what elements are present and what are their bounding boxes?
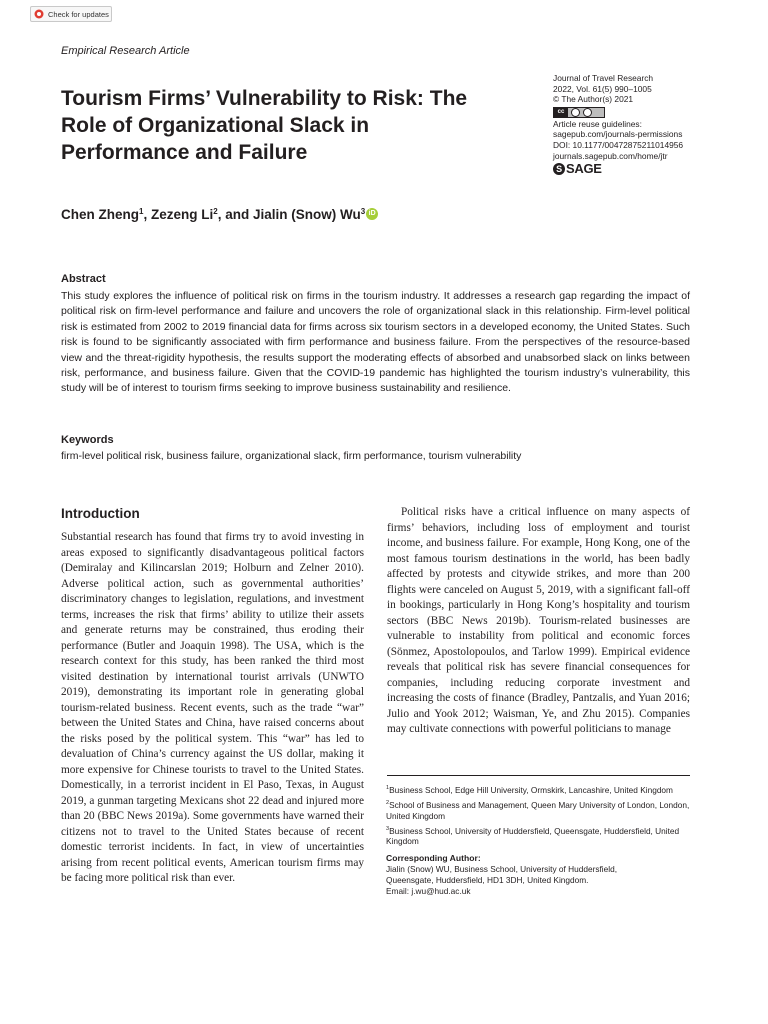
author-name: Jialin (Snow) Wu: [252, 207, 361, 222]
permissions-link[interactable]: sagepub.com/journals-permissions: [553, 129, 683, 140]
orcid-icon[interactable]: iD: [366, 208, 378, 220]
author-name: Chen Zheng: [61, 207, 139, 222]
footnote-text: Business School, Edge Hill University, Ormskirk, Lancashire, United Kingdom: [389, 784, 673, 795]
affiliation-footnote: [386, 783, 696, 796]
article-type: Empirical Research Article: [61, 45, 190, 57]
journal-home-link[interactable]: journals.sagepub.com/home/jtr: [553, 150, 668, 161]
introduction-left-column: Substantial research has found that firms try to avoid investing in areas exposed to significantly disadvantageous political factors (Demiralay and Kilincarslan 2019; Holburn and Zelner 2010). Adverse political action, such as governmental authorities’ discriminatory changes to legislation, regulations, and investment terms, increases the risk that firms’ ability to utilize their assets and generate returns may be constrained, thus eroding their performance (Butler and Joaquin 1998). The USA, which is the research context for this study, has been ranked the third most visited destination by international tourist arrivals (UNWTO 2019), demonstrating its important role in generating global tourism-related business. Recent events, such as the trade “war” between the United States and China, have raised concerns about the risks posed by the political system. This “war” has led to devaluation of China’s currency against the US dollar, making it more expensive for Chinese tourists to travel to the United States. Domestically, in a terrorist incident in El Paso, Texas, in August 2019, a gunman targeting Mexicans shot 22 dead and injured more than 20 (BBC News 2019a). Some governments have warned their citizens not to travel to the United States because of recent domestic terrorist incidents. In fact, in view of uncertainties arising from recent political events, American tourism firms may be facing more political risk than ever.: [61, 531, 364, 884]
corresponding-author-line: Queensgate, Huddersfield, HD1 3DH, United Kingdom.: [386, 875, 589, 886]
reuse-guidelines-label: Article reuse guidelines:: [553, 118, 642, 129]
author-separator: , and: [217, 207, 253, 222]
cc-mark: cc: [554, 108, 568, 117]
sage-logo-icon: S: [553, 163, 565, 175]
attribution-icon: [571, 108, 580, 117]
check-updates-icon: [34, 9, 44, 19]
journal-name: Journal of Travel Research: [553, 73, 654, 83]
affiliation-marker: 3: [360, 207, 366, 216]
creative-commons-license-icon[interactable]: [553, 107, 605, 118]
footnote-marker: 2: [386, 799, 390, 806]
abstract-heading: Abstract: [61, 273, 106, 285]
check-for-updates-label: Check for updates: [48, 9, 109, 19]
footnote-marker: 1: [386, 785, 390, 791]
journal-info: [553, 73, 753, 175]
corresponding-author-line: Jialin (Snow) WU, Business School, University of Huddersfield,: [386, 864, 618, 875]
affiliation-marker: 2: [213, 207, 218, 216]
check-for-updates-button[interactable]: [30, 6, 112, 22]
footnote-text: School of Business and Management, Queen Mary University of London, London, United Kingdom: [386, 799, 690, 821]
article-title: Tourism Firms’ Vulnerability to Risk: The Role of Organizational Slack in Performance and Failure: [61, 87, 468, 164]
author-list: [61, 207, 378, 222]
affiliations-footnotes: [386, 783, 696, 897]
footnote-text: Business School, University of Huddersfield, Queensgate, Huddersfield, United Kingdom: [386, 825, 680, 847]
copyright-line: © The Author(s) 2021: [553, 94, 634, 105]
keywords-text: firm-level political risk, business failure, organizational slack, firm performance, tourism vulnerability: [61, 450, 522, 462]
introduction-heading: Introduction: [61, 506, 140, 521]
affiliation-footnote: [386, 798, 696, 822]
affiliation-footnote: [386, 824, 696, 848]
corresponding-author-heading: Corresponding Author:: [386, 853, 481, 864]
introduction-right-column: Political risks have a critical influence on many aspects of firms’ behaviors, including loss of employment and tourist income, and business failure. For example, Hong Kong, one of the most famous tourism destinations in the world, has been badly affected by protests and citywide strikes, and more than 200 flights were canceled on August 5, 2019, with a significant fall-off in bookings, particularly in Hong Kong’s hospitality and tourism sectors (BBC News 2019b). Tourism-related businesses are vulnerable to instability from political and economic forces (Sönmez, Apostolopoulos, and Tarlow 1999). Empirical evidence reveals that political risk has severe financial consequences for companies, including reducing corporate investment and increasing the costs of finance (Bradley, Pantzalis, and Yuan 2016; Julio and Yook 2012; Waisman, Ye, and Zhu 2015). Companies may cultivate connections with powerful politicians to manage: [387, 506, 690, 735]
corresponding-author-email[interactable]: Email: j.wu@hud.ac.uk: [386, 886, 471, 897]
keywords-heading: Keywords: [61, 434, 114, 446]
abstract-text: This study explores the influence of political risk on firms in the tourism industry. It addresses a research gap regarding the impact of political risk on firm-level performance and failure and uncovers the role of organizational slack in this relationship. Firm-level political risk is estimated from 2002 to 2019 financial data for firms across six tourism sectors in a developed economy, the United States. Such risk is found to be significantly associated with firm performance and business failure. From the perspectives of the resource-based view and the threat-rigidity hypothesis, the results support the moderating effects of absorbed and unabsorbed slack on links between risk, performance, and business failure. Given that the COVID-19 pandemic has highlighted the tourism industry’s vulnerability, this study will be of interest to tourism firms seeking to improve business sustainability and resilience.: [61, 290, 690, 395]
noncommercial-icon: [583, 108, 592, 117]
sage-logo-text: SAGE: [566, 160, 602, 176]
journal-volume: 2022, Vol. 61(5) 990–1005: [553, 83, 652, 94]
doi-link[interactable]: DOI: 10.1177/00472875211014956: [553, 139, 684, 150]
affiliation-marker: 1: [139, 207, 144, 216]
footnote-marker: 3: [386, 825, 390, 832]
author-separator: ,: [143, 207, 151, 222]
author-name: Zezeng Li: [150, 207, 214, 222]
footnote-divider: [387, 775, 690, 776]
sage-logo: [553, 160, 753, 176]
